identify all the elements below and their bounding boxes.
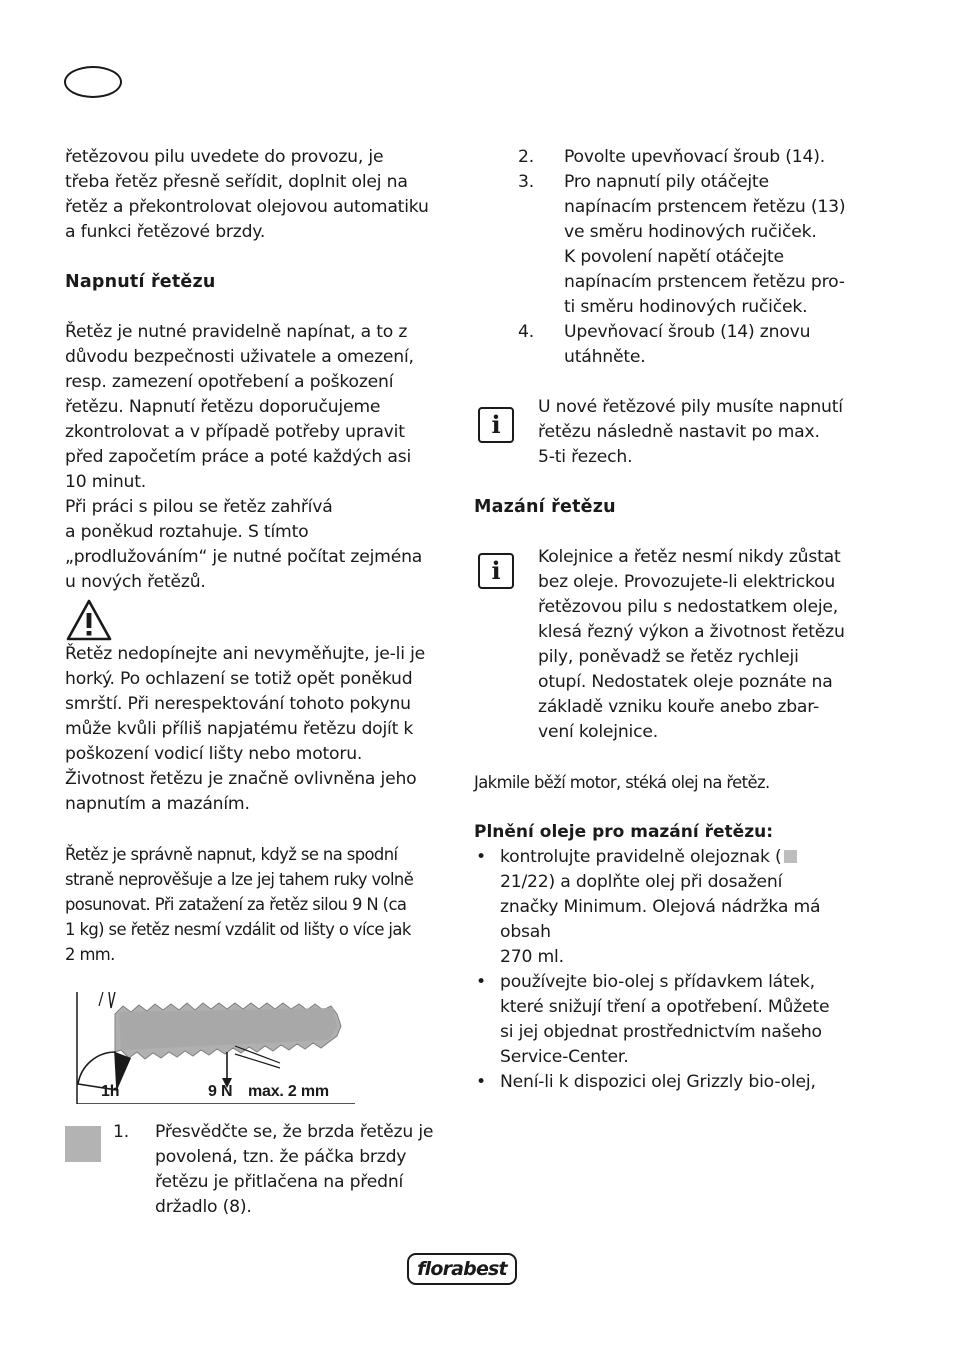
hand-label: 1h <box>101 1083 120 1100</box>
text-line: • Není-li k dispozici olej Grizzly bio-olej, <box>500 1072 816 1092</box>
text-line: obsah <box>500 922 551 942</box>
text-line: pily, poněvadž se řetěz rychleji <box>538 647 799 667</box>
motor-running-note: Jakmile běží motor, stéká olej na řetěz. <box>474 773 770 792</box>
info-icon: i <box>478 407 514 443</box>
step-number: 1. <box>113 1122 129 1142</box>
step-text <box>155 1120 450 1220</box>
text-line: klesá řezný výkon a životnost řetězu <box>538 622 845 642</box>
text-line: řetězu. Napnutí řetězu doporučujeme <box>65 397 381 417</box>
section-heading-lubrication: Mazání řetězu <box>474 497 616 517</box>
oil-filling-list <box>474 845 864 1095</box>
language-badge <box>64 66 122 98</box>
step-2 <box>474 145 864 170</box>
text-line: straně neprověšuje a lze jej tahem ruky volně <box>65 870 414 889</box>
text-line: 1 kg) se řetěz nesmí vzdálit od lišty o více jak <box>65 920 411 939</box>
text-line: napnutím a mazáním. <box>65 794 250 814</box>
info-icon: i <box>478 553 514 589</box>
text-line: Upevňovací šroub (14) znovu <box>564 322 811 342</box>
text-line: si jej objednat prostřednictvím našeho <box>500 1022 822 1042</box>
text-line: Řetěz je správně napnut, když se na spodní <box>65 845 398 864</box>
text-line: řetězu následně nastavit po max. <box>538 422 820 442</box>
text-line: napínacím prstencem řetězu (13) <box>564 197 846 217</box>
text-line: a poněkud roztahuje. S tímto <box>65 522 309 542</box>
text-line: 21/22) a doplňte olej při dosažení <box>500 872 783 892</box>
distance-label: max. 2 mm <box>248 1083 329 1100</box>
step-4 <box>474 320 864 370</box>
text-line: zkontrolovat a v případě potřeby upravit <box>65 422 405 442</box>
intro-paragraph <box>65 145 450 245</box>
logo-text: florabest <box>417 1258 507 1280</box>
text-line: třeba řetěz přesně seřídit, doplnit olej na <box>65 172 408 192</box>
text-line: Kolejnice a řetěz nesmí nikdy zůstat <box>538 547 841 567</box>
text-line: značky Minimum. Olejová nádržka má <box>500 897 821 917</box>
force-label: 9 N <box>208 1083 233 1100</box>
text-line: utáhněte. <box>564 347 646 367</box>
text-line: bez oleje. Provozujete-li elektrickou <box>538 572 836 592</box>
figure-reference-square <box>784 850 797 863</box>
warning-triangle-icon <box>65 598 113 642</box>
text-line: které snižují tření a opotřebení. Můžete <box>500 997 830 1017</box>
text-line: U nové řetězové pily musíte napnutí <box>538 397 843 417</box>
text-line: u nových řetězů. <box>65 572 206 592</box>
step-3 <box>474 170 864 320</box>
text-line: řetězovou pilu s nedostatkem oleje, <box>538 597 839 617</box>
text-line: Pro napnutí pily otáčejte <box>564 172 769 192</box>
text-line: Service-Center. <box>500 1047 629 1067</box>
text-line: 270 ml. <box>500 947 564 967</box>
step-1 <box>65 1120 450 1220</box>
text-line: před započetím práce a poté každých asi <box>65 447 412 467</box>
step-number: 4. <box>518 322 534 342</box>
text-line: smrští. Při nerespektování tohoto pokynu <box>65 694 411 714</box>
text-line: • používejte bio-olej s přídavkem látek, <box>500 972 815 992</box>
text-line: řetěz a překontrolovat olejovou automatiku <box>65 197 429 217</box>
tension-check-paragraph <box>65 842 450 967</box>
section-heading-chain-tension: Napnutí řetězu <box>65 272 216 292</box>
text-line: vení kolejnice. <box>538 722 659 742</box>
text-line: Životnost řetězu je značně ovlivněna jeho <box>65 769 417 789</box>
tension-steps-list <box>474 145 864 370</box>
right-column <box>474 145 864 1095</box>
text-line: horký. Po ochlazení se totiž opět poněkud <box>65 669 413 689</box>
text-line: posunovat. Při zatažení za řetěz silou 9 N (ca <box>65 895 407 914</box>
text-line: Při práci s pilou se řetěz zahřívá <box>65 497 333 517</box>
text-line: ve směru hodinových ručiček. <box>564 222 817 242</box>
text-line: důvodu bezpečnosti uživatele a omezení, <box>65 347 414 367</box>
text-line: poškození vodicí lišty nebo motoru. <box>65 744 363 764</box>
text-line: Řetěz nedopínejte ani nevyměňujte, je-li je <box>65 644 426 664</box>
list-item <box>474 845 864 970</box>
figure-reference-square <box>65 1126 101 1162</box>
text-line: držadlo (8). <box>155 1197 252 1217</box>
list-item <box>474 1070 864 1095</box>
text-line: napínacím prstencem řetězu pro- <box>564 272 845 292</box>
step-number: 3. <box>518 172 534 192</box>
text-line: může kvůli příliš napjatému řetězu dojít k <box>65 719 414 739</box>
text-line: „prodlužováním“ je nutné počítat zejména <box>65 547 423 567</box>
text-line <box>500 845 864 870</box>
tension-paragraph <box>65 320 450 595</box>
info-note-oil <box>474 545 864 745</box>
text-line: Řetěz je nutné pravidelně napínat, a to z <box>65 322 408 342</box>
text-line: K povolení napětí otáčejte <box>564 247 784 267</box>
text-line: povolená, tzn. že páčka brzdy <box>155 1147 407 1167</box>
list-item <box>474 970 864 1070</box>
florabest-logo <box>407 1251 519 1289</box>
text-line: Povolte upevňovací šroub (14). <box>564 147 826 167</box>
warning-paragraph <box>65 642 450 817</box>
text-span: kontrolujte pravidelně olejoznak ( <box>500 847 782 867</box>
text-line: ti směru hodinových ručiček. <box>564 297 808 317</box>
text-line: a funkci řetězové brzdy. <box>65 222 266 242</box>
text-line: resp. zamezení opotřebení a poškození <box>65 372 394 392</box>
text-line: otupí. Nedostatek oleje poznáte na <box>538 672 833 692</box>
text-line: Přesvědčte se, že brzda řetězu je <box>155 1122 434 1142</box>
text-line: 10 minut. <box>65 472 147 492</box>
chain-bar-illustration <box>75 992 355 1104</box>
text-line: 2 mm. <box>65 945 115 964</box>
text-line: 5-ti řezech. <box>538 447 633 467</box>
step-number: 2. <box>518 147 534 167</box>
info-note-new-chain <box>474 395 864 470</box>
text-line: řetězu je přitlačena na přední <box>155 1172 404 1192</box>
text-line: základě vzniku kouře anebo zbar- <box>538 697 820 717</box>
text-line: řetězovou pilu uvedete do provozu, je <box>65 147 384 167</box>
left-column <box>65 145 450 1220</box>
chain-tension-figure <box>75 992 355 1104</box>
oil-filling-subheading: Plnění oleje pro mazání řetězu: <box>474 822 773 842</box>
